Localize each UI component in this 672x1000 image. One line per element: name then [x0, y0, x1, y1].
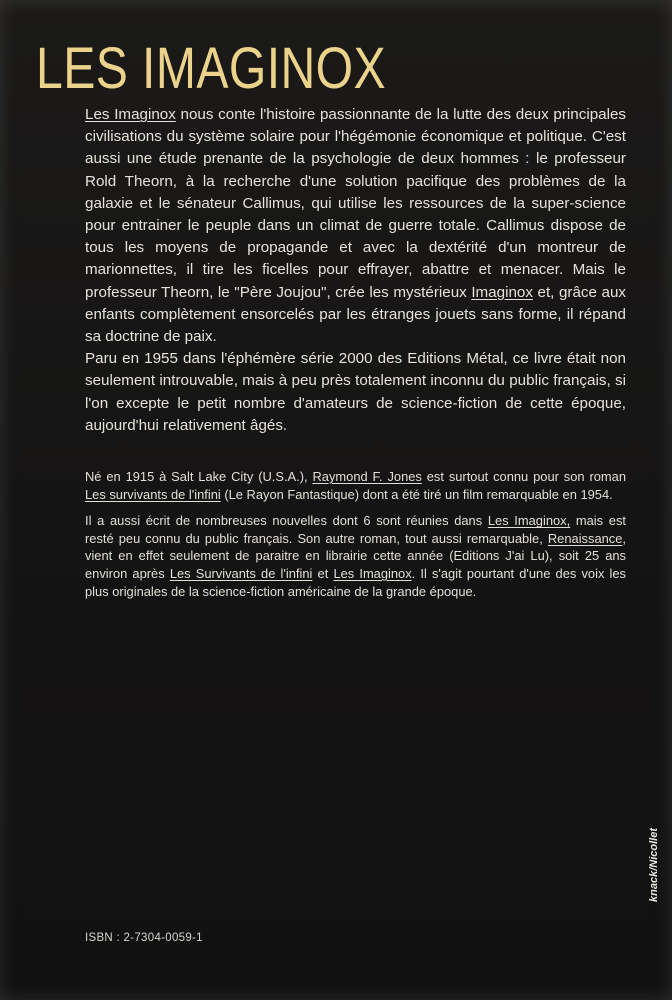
- isbn-number: ISBN : 2-7304-0059-1: [85, 932, 203, 944]
- biography-text: est surtout connu pour son roman: [421, 469, 626, 484]
- book-title-reference: Les Imaginox,: [487, 513, 571, 529]
- synopsis-paragraph-2: Paru en 1955 dans l'éphémère série 2000 des Editions Métal, ce livre était non seulement introuvable, mais à peu près totalement inconnu du public français, si l'on excepte le petit nombre d'amateurs de science-fiction de cette époque, aujourd'hui relativement âgés.: [85, 350, 626, 434]
- biography-text: Il a aussi écrit de nombreuses nouvelles dont 6 sont réunies dans: [85, 513, 488, 529]
- author-biography: [85, 468, 626, 600]
- biography-text: , vient en effet seulement de paraitre en librairie cette année (Editions J'ai Lu), soit 25 ans environ après: [85, 530, 626, 581]
- novel-title-survivants: Les Survivants de l'infini: [169, 565, 313, 581]
- biography-text: . Il s'agit pourtant d'une des voix les plus originales de la science-fiction américaine de la grande époque.: [85, 565, 627, 599]
- synopsis-text: et, grâce aux enfants complètement ensorcelés par les étranges jouets sans forme, il répand sa doctrine de paix.: [85, 283, 626, 346]
- novel-title-survivants: Les survivants de l'infini: [85, 486, 221, 502]
- biography-text: Né en 1915 à Salt Lake City (U.S.A.),: [85, 469, 313, 484]
- synopsis-paragraph-1: [85, 104, 626, 348]
- biography-paragraph-1: [85, 468, 626, 503]
- novel-title-renaissance: Renaissance: [547, 530, 623, 546]
- biography-paragraph-2: [85, 512, 626, 600]
- biography-text: et: [312, 565, 334, 581]
- synopsis: [85, 104, 626, 437]
- synopsis-text: nous conte l'histoire passionnante de la lutte des deux principales civilisations du système solaire pour l'hégémonie économique et politique. C'est aussi une étude prenante de la psychologie de deux hommes : le professeur Rold Theorn, à la recherche d'une solution pacifique des problèmes de la galaxie et le sénateur Callimus, qui utilise les ressources de la super-science pour entrainer le peuple dans un climat de guerre totale. Callimus dispose de tous les moyens de propagande et avec la dextérité d'un montreur de marionnettes, il tire les ficelles pour effrayer, abattre et menacer. Mais le professeur Theorn, le "Père Joujou", crée les mystérieux: [85, 106, 626, 301]
- biography-text: (Le Rayon Fantastique) dont a été tiré un film remarquable en 1954.: [220, 486, 613, 502]
- biography-text: mais est resté peu connu du public français. Son autre roman, tout aussi remarquable,: [85, 513, 626, 546]
- artist-signature: knack/Nicollet: [648, 828, 660, 902]
- imaginox-reference: Imaginox: [471, 283, 533, 301]
- book-title-reference: Les Imaginox: [85, 106, 176, 123]
- book-title: LES IMAGINOX: [36, 36, 387, 101]
- author-name: Raymond F. Jones: [312, 469, 422, 484]
- book-title-reference: Les Imaginox: [333, 565, 412, 581]
